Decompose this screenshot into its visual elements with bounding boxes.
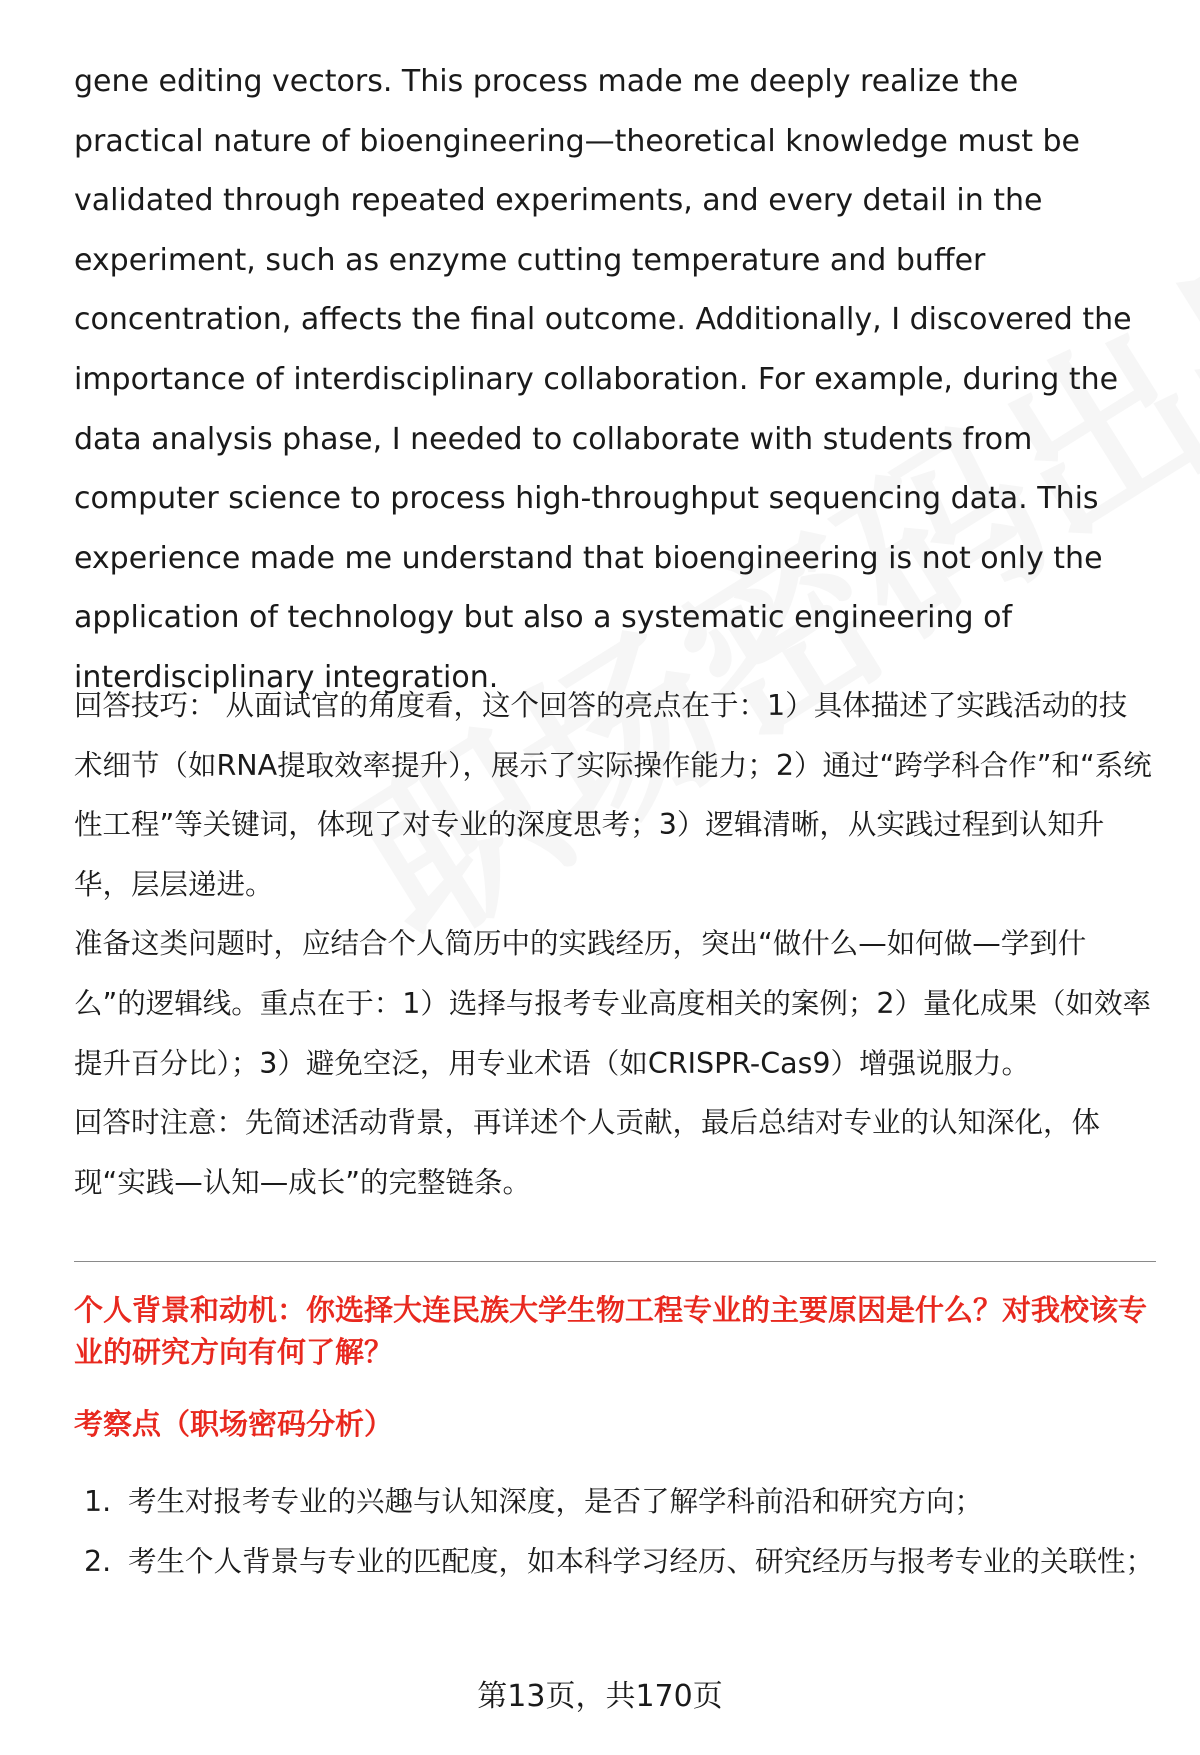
tips-paragraph: 回答时注意：先简述活动背景，再详述个人贡献，最后总结对专业的认知深化，体现“实践—认知—成长”的完整链条。 [74,1106,1101,1199]
tips-paragraph: 准备这类问题时，应结合个人简历中的实践经历，突出“做什么—如何做—学到什么”的逻辑线。重点在于：1）选择与报考专业高度相关的案例；2）量化成果（如效率提升百分比）；3）避免空泛，用专业术语（如CRISPR-Cas9）增强说服力。 [74,927,1152,1080]
list-item [74,1532,1159,1592]
list-item-text: 考生对报考专业的兴趣与认知深度，是否了解学科前沿和研究方向； [128,1485,984,1518]
page-number-footer: 第13页，共170页 [477,1679,723,1714]
assessment-points-list [74,1472,1159,1591]
answer-tips [74,676,1154,1212]
question-heading: 个人背景和动机：你选择大连民族大学生物工程专业的主要原因是什么？对我校该专业的研究方向有何了解？ [74,1293,1148,1369]
answer-english-paragraph: gene editing vectors. This process made me deeply realize the practical nature of bioengineering—theoretical knowledge must be validated through repeated experiments, and every detail in the experiment, such as enzyme cutting temperature and buffer concentration, affects the final outcome. Additionally, I discovered the importance of interdisciplinary collaboration. For example, during the data analysis phase, I needed to collaborate with students from computer science to process high-throughput sequencing data. This experience made me understand that bioengineering is not only the application of technology but also a systematic engineering of interdisciplinary integration. [74,64,1132,695]
list-item-number: 1. [84,1485,112,1518]
section-title: 考察点（职场密码分析） [74,1407,394,1441]
list-item-text: 考生个人背景与专业的匹配度，如本科学习经历、研究经历与报考专业的关联性； [128,1544,1155,1578]
list-item-number: 2. [84,1544,112,1578]
tips-paragraph: 回答技巧： 从面试官的角度看，这个回答的亮点在于：1）具体描述了实践活动的技术细节（如RNA提取效率提升），展示了实际操作能力；2）通过“跨学科合作”和“系统性工程”等关键词，体现了对专业的深度思考；3）逻辑清晰，从实践过程到认知升华，层层递进。 [74,689,1152,901]
list-item [74,1472,1159,1532]
section-divider [74,1261,1156,1262]
